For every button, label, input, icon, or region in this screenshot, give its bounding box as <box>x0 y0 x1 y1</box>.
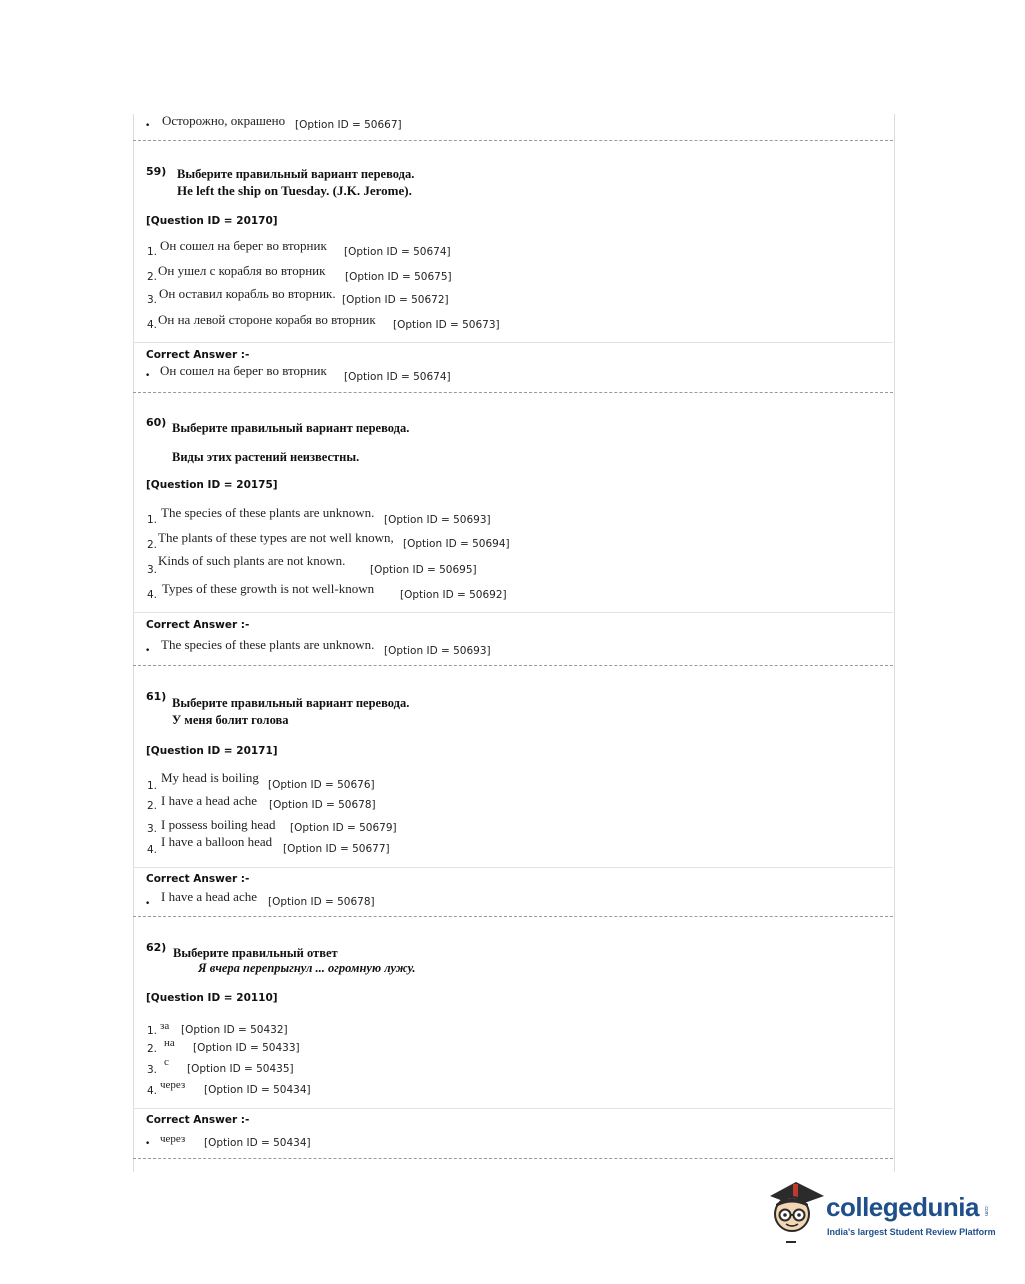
q60-option-1-id: [Option ID = 50693] <box>384 514 491 526</box>
q61-option-4-id: [Option ID = 50677] <box>283 843 390 855</box>
bullet: • <box>145 371 151 381</box>
q59-sentence: He left the ship on Tuesday. (J.K. Jerome). <box>177 183 412 198</box>
q61-number: 61) <box>146 690 167 703</box>
q61-sentence: У меня болит голова <box>172 713 289 727</box>
q61-option-2-number: 2. <box>147 800 158 812</box>
q60-correct-id: [Option ID = 50693] <box>384 645 491 657</box>
q60-option-3-id: [Option ID = 50695] <box>370 564 477 576</box>
q61-prompt: Выберите правильный вариант перевода. <box>172 696 410 710</box>
q60-option-3-text[interactable]: Kinds of such plants are not known. <box>158 553 346 568</box>
q60-option-2-id: [Option ID = 50694] <box>403 538 510 550</box>
q61-option-1-number: 1. <box>147 780 158 792</box>
q61-option-3-id: [Option ID = 50679] <box>290 822 397 834</box>
divider <box>133 1108 893 1109</box>
divider <box>133 867 893 868</box>
q62-correct-id: [Option ID = 50434] <box>204 1137 311 1149</box>
q59-option-2-text[interactable]: Он ушел с корабля во вторник <box>158 263 326 278</box>
q62-sentence: Я вчера перепрыгнул ... огромную лужу. <box>198 961 416 975</box>
q61-correct-id: [Option ID = 50678] <box>268 896 375 908</box>
q61-option-1-text[interactable]: My head is boiling <box>161 770 259 785</box>
q59-option-1-text[interactable]: Он сошел на берег во вторник <box>160 238 327 253</box>
q59-correct-text: Он сошел на берег во вторник <box>160 363 327 378</box>
q59-correct-label: Correct Answer :- <box>146 349 250 361</box>
q60-option-4-text[interactable]: Types of these growth is not well-known <box>162 581 375 596</box>
q62-question-id: [Question ID = 20110] <box>146 992 278 1004</box>
q60-number: 60) <box>146 416 167 429</box>
q62-option-2-number: 2. <box>147 1043 158 1055</box>
q62-prompt: Выберите правильный ответ <box>173 946 338 960</box>
q62-option-4-id: [Option ID = 50434] <box>204 1084 311 1096</box>
logo-wordmark: collegedunia <box>826 1192 979 1222</box>
q59-option-1-id: [Option ID = 50674] <box>344 246 451 258</box>
q59-question-id: [Question ID = 20170] <box>146 215 278 227</box>
prev-answer-option-id: [Option ID = 50667] <box>295 119 402 131</box>
q60-correct-label: Correct Answer :- <box>146 619 250 631</box>
q59-option-2-id: [Option ID = 50675] <box>345 271 452 283</box>
separator <box>133 665 893 666</box>
bullet: • <box>145 899 151 909</box>
q62-number: 62) <box>146 941 167 954</box>
q61-option-2-text[interactable]: I have a head ache <box>161 793 257 808</box>
divider <box>133 612 893 613</box>
logo-mascot-icon <box>766 1176 830 1246</box>
q61-option-2-id: [Option ID = 50678] <box>269 799 376 811</box>
q61-option-3-text[interactable]: I possess boiling head <box>161 817 276 832</box>
q61-correct-text: I have a head ache <box>161 889 257 904</box>
q59-option-4-number: 4. <box>147 319 158 331</box>
bullet: • <box>145 646 151 656</box>
separator <box>133 1158 893 1159</box>
q62-option-1-id: [Option ID = 50432] <box>181 1024 288 1036</box>
q60-prompt: Выберите правильный вариант перевода. <box>172 421 410 435</box>
q61-correct-label: Correct Answer :- <box>146 873 250 885</box>
q59-option-4-text[interactable]: Он на левой стороне корабя во вторник <box>158 312 376 327</box>
q62-option-3-number: 3. <box>147 1064 158 1076</box>
q61-option-3-number: 3. <box>147 823 158 835</box>
q59-option-3-text[interactable]: Он оставил корабль во вторник. <box>159 286 336 301</box>
q59-option-3-number: 3. <box>147 294 158 306</box>
q59-number: 59) <box>146 165 167 178</box>
q61-option-4-number: 4. <box>147 844 158 856</box>
q61-option-1-id: [Option ID = 50676] <box>268 779 375 791</box>
q60-option-4-number: 4. <box>147 589 158 601</box>
separator <box>133 140 893 141</box>
q62-correct-text: через <box>160 1133 186 1145</box>
q62-option-3-id: [Option ID = 50435] <box>187 1063 294 1075</box>
q61-option-4-text[interactable]: I have a balloon head <box>161 834 273 849</box>
q59-option-2-number: 2. <box>147 271 158 283</box>
bullet: • <box>145 121 151 131</box>
logo-com: .com <box>983 1205 989 1216</box>
q60-option-1-number: 1. <box>147 514 158 526</box>
q59-option-1-number: 1. <box>147 246 158 258</box>
q60-option-4-id: [Option ID = 50692] <box>400 589 507 601</box>
divider <box>133 342 893 343</box>
q62-option-3-text[interactable]: с <box>164 1056 169 1068</box>
q59-correct-id: [Option ID = 50674] <box>344 371 451 383</box>
separator <box>133 392 893 393</box>
q59-option-4-id: [Option ID = 50673] <box>393 319 500 331</box>
q62-option-1-text[interactable]: за <box>160 1020 170 1032</box>
q62-option-1-number: 1. <box>147 1025 158 1037</box>
logo-tagline: India's largest Student Review Platform <box>827 1227 996 1237</box>
q62-option-2-id: [Option ID = 50433] <box>193 1042 300 1054</box>
q62-option-4-number: 4. <box>147 1085 158 1097</box>
q59-prompt: Выберите правильный вариант перевода. <box>177 167 415 181</box>
separator <box>133 916 893 917</box>
q62-option-4-text[interactable]: через <box>160 1079 186 1091</box>
q60-option-2-text[interactable]: The plants of these types are not well known, <box>158 530 394 545</box>
q62-correct-label: Correct Answer :- <box>146 1114 250 1126</box>
q60-sentence: Виды этих растений неизвестны. <box>172 450 360 464</box>
q60-question-id: [Question ID = 20175] <box>146 479 278 491</box>
q61-question-id: [Question ID = 20171] <box>146 745 278 757</box>
q60-option-3-number: 3. <box>147 564 158 576</box>
q62-option-2-text[interactable]: на <box>164 1037 175 1049</box>
q60-correct-text: The species of these plants are unknown. <box>161 637 375 652</box>
q60-option-1-text[interactable]: The species of these plants are unknown. <box>161 505 375 520</box>
q60-option-2-number: 2. <box>147 539 158 551</box>
bullet: • <box>145 1139 151 1149</box>
prev-answer-text: Осторожно, окрашено <box>162 113 286 128</box>
q59-option-3-id: [Option ID = 50672] <box>342 294 449 306</box>
